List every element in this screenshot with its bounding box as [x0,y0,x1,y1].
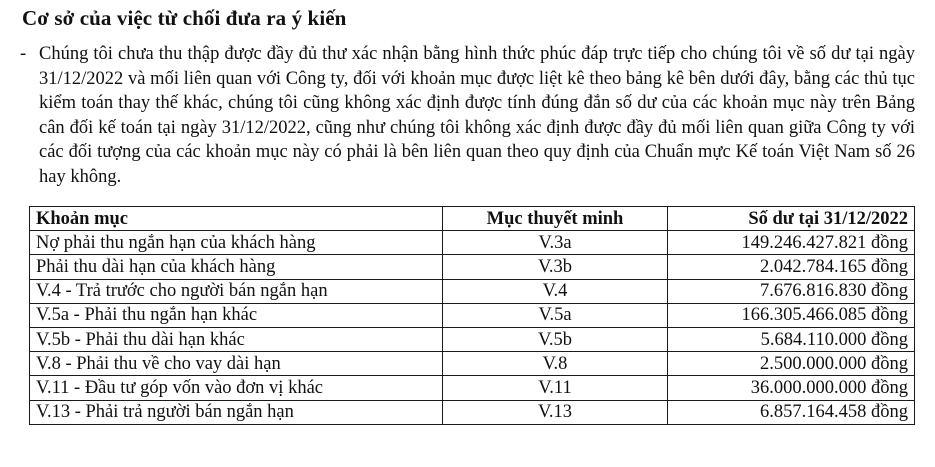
row-balance: 149.246.427.821 đồng [668,231,915,255]
row-balance: 36.000.000.000 đồng [668,376,915,400]
row-note: V.3b [443,255,668,279]
table-row [30,255,915,279]
table-row [30,303,915,327]
row-item: V.5b - Phải thu dài hạn khác [30,327,443,351]
row-balance: 2.042.784.165 đồng [668,255,915,279]
paragraph-bullet: - [20,44,27,64]
row-note: V.13 [443,400,668,424]
table-row [30,279,915,303]
row-balance: 6.857.164.458 đồng [668,400,915,424]
row-balance: 7.676.816.830 đồng [668,279,915,303]
paragraph-text: Chúng tôi chưa thu thập được đầy đủ thư xác nhận bằng hình thức phúc đáp trực tiếp cho chúng tôi về số dư tại ngày 31/12/2022 và mối liên quan với Công ty, đối với khoản mục được liệt kê theo bảng kê bên dưới đây, bằng các thủ tục kiểm toán thay thế khác, chúng tôi cũng không xác định được tính đúng đắn số dư của các khoản mục này trên Bảng cân đối kế toán tại ngày 31/12/2022, cũng như chúng tôi không xác định được đầy đủ mối liên quan giữa Công ty với các đối tượng của các khoản mục này có phải là bên liên quan theo quy định của Chuẩn mực Kế toán Việt Nam số 26 hay không. [39,44,915,187]
header-balance: Số dư tại 31/12/2022 [668,207,915,231]
row-item: V.11 - Đầu tư góp vốn vào đơn vị khác [30,376,443,400]
row-item: V.5a - Phải thu ngắn hạn khác [30,303,443,327]
row-note: V.4 [443,279,668,303]
row-note: V.5b [443,327,668,351]
balance-table [29,206,915,425]
row-balance: 5.684.110.000 đồng [668,327,915,351]
header-item: Khoản mục [30,207,443,231]
row-note: V.3a [443,231,668,255]
table-row [30,376,915,400]
table-row [30,231,915,255]
row-item: Phải thu dài hạn của khách hàng [30,255,443,279]
row-note: V.11 [443,376,668,400]
header-note: Mục thuyết minh [443,207,668,231]
table-row [30,327,915,351]
basis-paragraph [20,42,915,190]
row-item: V.8 - Phải thu về cho vay dài hạn [30,352,443,376]
row-note: V.8 [443,352,668,376]
row-item: Nợ phải thu ngắn hạn của khách hàng [30,231,443,255]
row-note: V.5a [443,303,668,327]
row-balance: 2.500.000.000 đồng [668,352,915,376]
table-row [30,352,915,376]
row-item: V.4 - Trả trước cho người bán ngắn hạn [30,279,443,303]
table-row [30,400,915,424]
section-heading: Cơ sở của việc từ chối đưa ra ý kiến [22,6,347,30]
row-balance: 166.305.466.085 đồng [668,303,915,327]
row-item: V.13 - Phải trả người bán ngắn hạn [30,400,443,424]
table-header-row [30,207,915,231]
